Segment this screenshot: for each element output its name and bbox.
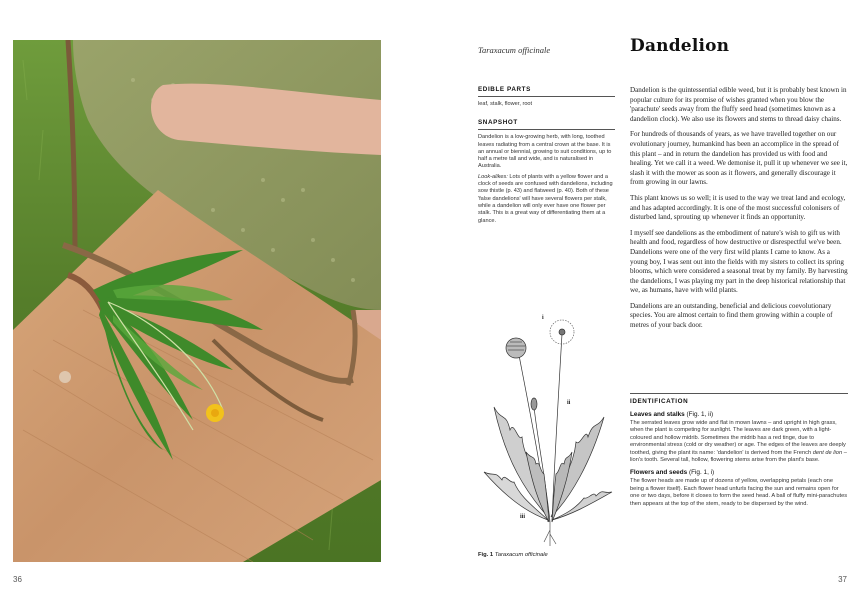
figure-label-iii: iii [520, 514, 526, 520]
identification-heading: IDENTIFICATION [630, 393, 848, 405]
body-paragraph-3: This plant knows us so well; it is used to the way we treat land and ecology, and has adapted accordingly. It is one of the most successful colonisers of disturbed land, sprouting up whenever it finds an opportunity. [630, 193, 846, 222]
leaves-text-part1: The serrated leaves grow wide and flat in mown lawns – and upright in high grass, when the plant is competing for sunlight. The leaves are dark green, with a light-coloured and hollow midrib. Sometimes the midrib has a red tinge, due to environmental stress (cold or dry weather) or age. The edges of the leaves are deeply toothed, giving the plant its name: 'dandelion' is derived from the French [630, 420, 846, 456]
leaves-text-french: dent de lion [812, 449, 843, 456]
page-number-left: 36 [13, 575, 22, 584]
flowers-fig-ref: (Fig. 1, i) [687, 469, 715, 477]
snapshot-paragraph: Dandelion is a low-growing herb, with long, toothed leaves radiating from a central crown at the base. It is an annual or biennial, growing to suit conditions, up to half a metre tall and wide, and is naturalised in Australia. [478, 134, 612, 170]
species-latin-name: Taraxacum officinale [478, 45, 551, 55]
dandelion-bunch-on-swing-photo [13, 40, 381, 562]
dandelion-photo [13, 40, 381, 562]
figure-label-i: i [542, 315, 544, 321]
edible-parts-text: leaf, stalk, flower, root [478, 101, 533, 107]
edible-parts-heading: EDIBLE PARTS [478, 86, 615, 97]
page-number-right: 37 [838, 575, 847, 584]
botanical-figure [476, 312, 616, 547]
flowers-heading-text: Flowers and seeds [630, 469, 688, 477]
figure-caption [478, 552, 548, 558]
leaves-text [630, 420, 848, 464]
figure-label-ii: ii [567, 400, 571, 406]
main-column [630, 86, 848, 337]
identification-section [630, 393, 848, 513]
flowers-text: The flower heads are made up of dozens of yellow, overlapping petals (each one being a flower itself). Each flower head unfurls facing the sun and remains open for one or two days, before it closes to form the seed head. A ball of fluffy mini-parachutes then appears at the top of the stem, ready to be dispersed by the wind. [630, 478, 848, 507]
leaves-heading [630, 411, 848, 418]
body-paragraph-5: Dandelions are an outstanding, beneficial and delicious coevolutionary species. You are almost certain to find them growing within a couple of metres of your back door. [630, 301, 833, 330]
leaves-text-part2: – lion's tooth. Several tall, hollow, flowering stems arise from the plant's base. [630, 449, 847, 464]
caption-fig-number: Fig. 1 [478, 552, 494, 558]
side-column [478, 86, 615, 228]
flowers-heading [630, 469, 848, 476]
lookalikes-label: Look-alikes: [478, 173, 508, 180]
body-paragraph-4: I myself see dandelions as the embodiment of nature's wish to gift us with health and food, regardless of how destructive or disrespectful we've been. Dandelions were one of the very first wild plants I came to know. As a young boy, I was sent out into the fields with my sisters to collect its spring blooms, which were considered a seasonal treat by my family. By harvesting the dandelions, I was playing my part in the deep historical relationship that we, as humans, have with wild plants. [630, 228, 848, 295]
lookalikes-text: Lots of plants with a yellow flower and a clock of seeds are confused with dandelions, including sow thistle (p. 43) and flatweed (p. 40). Both of these 'false dandelions' will have several flowers per stalk, while a dandelion will only ever have one flower per stalk. This is a great way of differentiating them at a glance. [478, 173, 613, 224]
page-title: Dandelion [630, 36, 730, 56]
dandelion-botanical-illustration [476, 312, 616, 547]
snapshot-heading: SNAPSHOT [478, 119, 615, 130]
body-paragraph-2: For hundreds of thousands of years, as we have travelled together on our evolutionary journey, humankind has been an accomplice in the spread of this plant – and in return the dandelion has provided us with food and healing. Yet we call it a weed. We demonise it, pull it up whenever we see it, slash it with the mower as soon as it flowers, and generally discourage it from growing in our lawns. [630, 130, 848, 187]
leaves-heading-text: Leaves and stalks [630, 411, 685, 418]
lookalikes-paragraph [478, 174, 615, 225]
body-paragraph-1: Dandelion is the quintessential edible weed, but it is probably best known in popular culture for its promise of wishes granted when you blow the 'parachute' seeds away from the fluffy seed head (sometimes known as a dandelion clock). We also use its flowers and stems to thread daisy chains. [630, 86, 847, 123]
leaves-fig-ref: (Fig. 1, ii) [684, 411, 714, 418]
caption-latin-name: Taraxacum officinale [494, 552, 548, 558]
